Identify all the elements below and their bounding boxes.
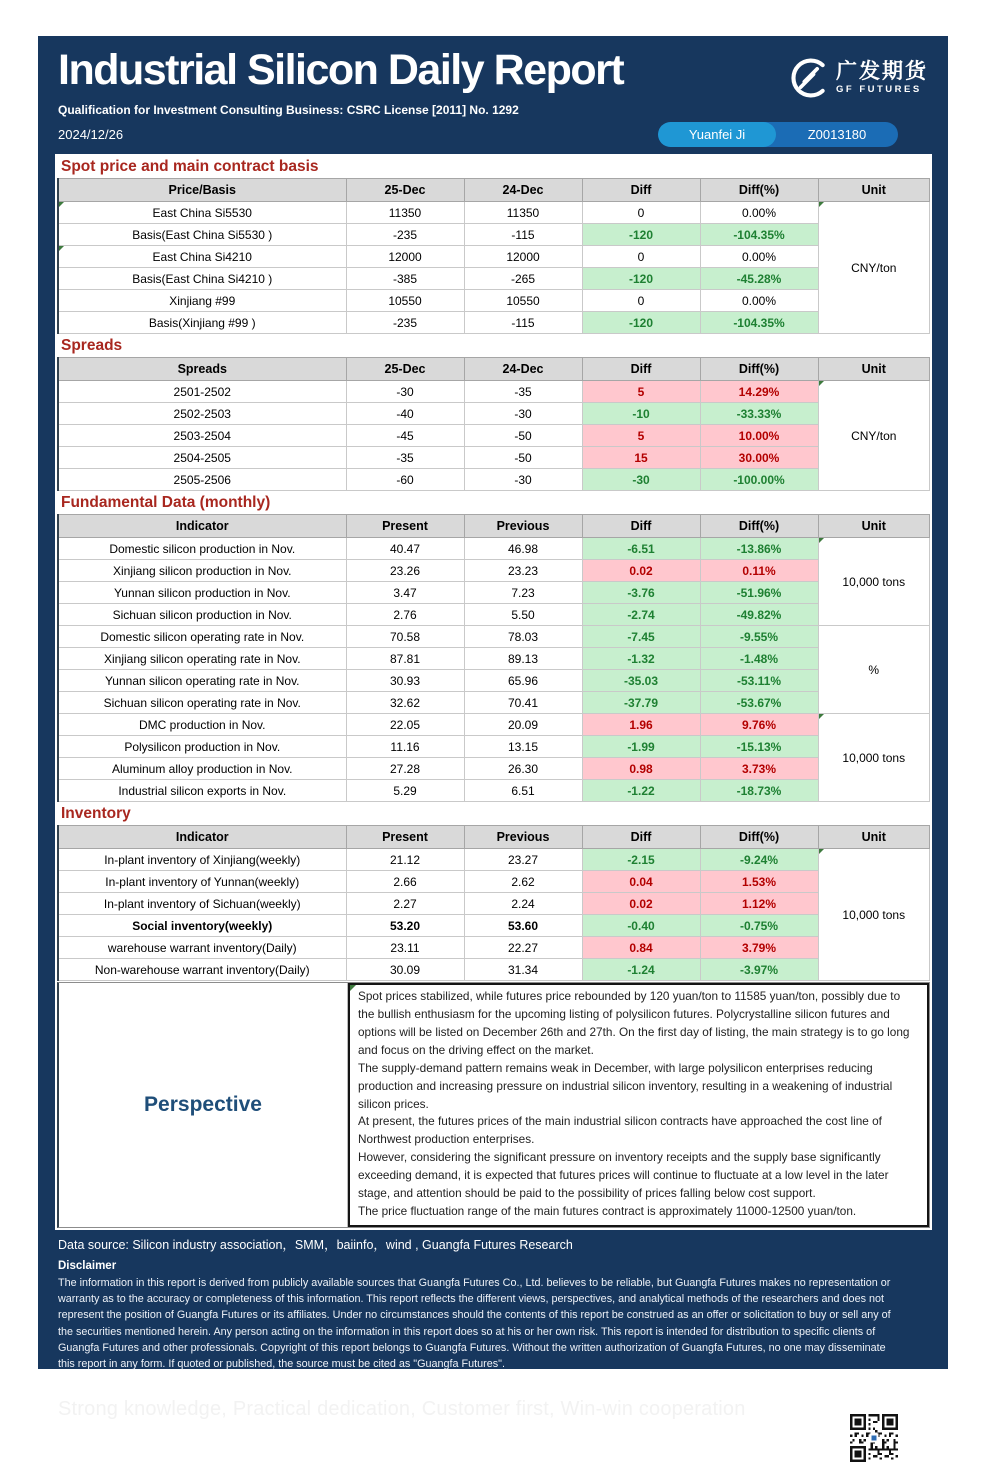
current-value-cell: -235 — [346, 312, 464, 334]
diff-percent-cell: -15.13% — [700, 736, 818, 758]
diff-percent-cell: -45.28% — [700, 268, 818, 290]
column-header: Indicator — [58, 826, 346, 849]
row-label-cell: Xinjiang silicon production in Nov. — [58, 560, 346, 582]
diff-percent-cell: 0.00% — [700, 202, 818, 224]
current-value-cell: -45 — [346, 425, 464, 447]
table-row — [58, 202, 930, 224]
current-value-cell: 12000 — [346, 246, 464, 268]
diff-percent-cell: -33.33% — [700, 403, 818, 425]
previous-value-cell: 65.96 — [464, 670, 582, 692]
row-label-cell: Domestic silicon production in Nov. — [58, 538, 346, 560]
analyst-license-id: Z0013180 — [807, 127, 867, 142]
diff-percent-cell: -18.73% — [700, 780, 818, 802]
cell-flag-icon — [819, 538, 824, 543]
column-header: Unit — [818, 358, 930, 381]
diff-cell: -120 — [582, 268, 700, 290]
table-row — [58, 246, 930, 268]
diff-cell: 0 — [582, 246, 700, 268]
column-header: 24-Dec — [464, 179, 582, 202]
diff-cell: -6.51 — [582, 538, 700, 560]
page-title: Industrial Silicon Daily Report — [58, 46, 624, 94]
previous-value-cell: -30 — [464, 469, 582, 491]
previous-value-cell: -35 — [464, 381, 582, 403]
qr-caption: Follow official WeChat — [832, 1469, 923, 1479]
current-value-cell: 3.47 — [346, 582, 464, 604]
current-value-cell: 2.66 — [346, 871, 464, 893]
column-header: Present — [346, 826, 464, 849]
cell-flag-icon — [350, 985, 356, 991]
row-label-cell: Yunnan silicon production in Nov. — [58, 582, 346, 604]
table-row — [58, 893, 930, 915]
current-value-cell: -30 — [346, 381, 464, 403]
column-header: Diff — [582, 179, 700, 202]
current-value-cell: 32.62 — [346, 692, 464, 714]
previous-value-cell: 6.51 — [464, 780, 582, 802]
diff-cell: 0.98 — [582, 758, 700, 780]
diff-percent-cell: -104.35% — [700, 312, 818, 334]
row-label-cell: Social inventory(weekly) — [58, 915, 346, 937]
perspective-paragraph: At present, the futures prices of the main industrial silicon contracts have approached the cost line of Northwest production enterprises. — [358, 1114, 882, 1147]
unit-cell: 10,000 tons — [818, 714, 930, 802]
table-row — [58, 714, 930, 736]
fundamental-table — [57, 514, 930, 802]
current-value-cell: -35 — [346, 447, 464, 469]
column-header: Price/Basis — [58, 179, 346, 202]
diff-cell: -120 — [582, 312, 700, 334]
spreads-table — [57, 357, 930, 491]
previous-value-cell: 20.09 — [464, 714, 582, 736]
previous-value-cell: -50 — [464, 447, 582, 469]
cell-flag-icon — [819, 202, 824, 207]
current-value-cell: 40.47 — [346, 538, 464, 560]
diff-percent-cell: -9.55% — [700, 626, 818, 648]
table-row — [58, 224, 930, 246]
row-label-cell: Sichuan silicon production in Nov. — [58, 604, 346, 626]
current-value-cell: 70.58 — [346, 626, 464, 648]
cell-flag-icon — [819, 714, 824, 719]
unit-cell: 10,000 tons — [818, 538, 930, 626]
report-sheet — [55, 154, 932, 1230]
diff-cell: 0.04 — [582, 871, 700, 893]
row-label-cell: Xinjiang silicon operating rate in Nov. — [58, 648, 346, 670]
current-value-cell: 21.12 — [346, 849, 464, 871]
diff-percent-cell: -1.48% — [700, 648, 818, 670]
previous-value-cell: 5.50 — [464, 604, 582, 626]
table-row — [58, 849, 930, 871]
current-value-cell: 30.93 — [346, 670, 464, 692]
diff-percent-cell: 1.53% — [700, 871, 818, 893]
report-panel — [38, 36, 948, 1479]
perspective-paragraph: The supply-demand pattern remains weak in December, with large polysilicon enterprises reducing production and increasing pressure on industrial silicon inventory, resulting in a weakening of industrial silicon prices. — [358, 1060, 893, 1111]
previous-value-cell: 12000 — [464, 246, 582, 268]
diff-cell: 5 — [582, 381, 700, 403]
row-label-cell: 2504-2505 — [58, 447, 346, 469]
column-header: Diff — [582, 826, 700, 849]
unit-cell: CNY/ton — [818, 381, 930, 491]
diff-percent-cell: -53.11% — [700, 670, 818, 692]
column-header: 24-Dec — [464, 358, 582, 381]
disclaimer-title: Disclaimer — [58, 1259, 117, 1272]
previous-value-cell: 26.30 — [464, 758, 582, 780]
diff-percent-cell: 0.00% — [700, 290, 818, 312]
perspective-paragraph: However, considering the significant pressure on inventory receipts and the supply base significantly exceeding demand, it is expected that futures prices will continue to fluctuate at a low level in the later stage, and attention should be paid to the possibility of prices falling below cost support. — [358, 1150, 889, 1201]
previous-value-cell: 13.15 — [464, 736, 582, 758]
report-tables — [57, 155, 930, 981]
row-label-cell: 2501-2502 — [58, 381, 346, 403]
qualification-line: Qualification for Investment Consulting Business: CSRC License [2011] No. 1292 — [58, 103, 519, 117]
diff-percent-cell: -9.24% — [700, 849, 818, 871]
section-title-inventory: Inventory — [61, 805, 131, 822]
row-label-cell: Industrial silicon exports in Nov. — [58, 780, 346, 802]
table-row — [58, 538, 930, 560]
analyst-badge — [658, 122, 898, 147]
diff-cell: -30 — [582, 469, 700, 491]
diff-cell: 0 — [582, 290, 700, 312]
row-label-cell: In-plant inventory of Xinjiang(weekly) — [58, 849, 346, 871]
diff-cell: -37.79 — [582, 692, 700, 714]
current-value-cell: 27.28 — [346, 758, 464, 780]
previous-value-cell: 10550 — [464, 290, 582, 312]
section-title-fundamental: Fundamental Data (monthly) — [61, 494, 271, 511]
disclaimer-text: The information in this report is derived from publicly available sources that Guangfa Futures Co., Ltd. believes to be reliable, but Guangfa Futures makes no representation or warranty as to the accuracy or completeness of this information. This report reflects the different views, perspectives, and analytical methods of the researchers and does not represent the position of Guangfa Futures or its affiliates. Under no circumstances should the contents of this report be construed as an offer or solicitation to buy or sell any of the securities mentioned herein. Any person acting on the information in this report does so at his or her own risk. This report is intended for distribution to specific clients of Guangfa Futures and other professionals. Copyright of this report belongs to Guangfa Futures. Without the written authorization of Guangfa Futures, no one may disseminate this report in any form. If quoted or published, the source must be cited as "Guangfa Futures". — [58, 1276, 891, 1370]
table-row — [58, 312, 930, 334]
previous-value-cell: -115 — [464, 224, 582, 246]
cell-flag-icon — [819, 849, 824, 854]
diff-percent-cell: 10.00% — [700, 425, 818, 447]
diff-cell: 0.02 — [582, 893, 700, 915]
row-label-cell: Basis(East China Si5530 ) — [58, 224, 346, 246]
current-value-cell: 87.81 — [346, 648, 464, 670]
diff-cell: -1.24 — [582, 959, 700, 981]
logo-english-text: GF FUTURES — [836, 83, 922, 95]
cell-flag-icon — [819, 381, 824, 386]
row-label-cell: Yunnan silicon operating rate in Nov. — [58, 670, 346, 692]
cell-flag-icon — [59, 246, 64, 251]
column-header: 25-Dec — [346, 179, 464, 202]
column-header: Diff(%) — [700, 826, 818, 849]
inventory-table — [57, 825, 930, 981]
current-value-cell: 2.76 — [346, 604, 464, 626]
data-source-line: Data source: Silicon industry association，SMM，baiinfo，wind , Guangfa Futures Research — [58, 1237, 573, 1252]
perspective-paragraph: The price fluctuation range of the main futures contract is approximately 11000-12500 yuan/ton. — [358, 1204, 857, 1219]
previous-value-cell: 70.41 — [464, 692, 582, 714]
analyst-name: Yuanfei Ji — [658, 122, 776, 147]
table-row — [58, 469, 930, 491]
table-row — [58, 604, 930, 626]
report-header — [38, 46, 948, 147]
diff-cell: -0.40 — [582, 915, 700, 937]
column-header: Diff(%) — [700, 179, 818, 202]
unit-cell: CNY/ton — [818, 202, 930, 334]
current-value-cell: 22.05 — [346, 714, 464, 736]
current-value-cell: -235 — [346, 224, 464, 246]
column-header: Unit — [818, 515, 930, 538]
diff-cell: 0 — [582, 202, 700, 224]
diff-percent-cell: -104.35% — [700, 224, 818, 246]
table-row — [58, 736, 930, 758]
diff-cell: -3.76 — [582, 582, 700, 604]
diff-cell: -1.32 — [582, 648, 700, 670]
table-row — [58, 268, 930, 290]
previous-value-cell: 31.34 — [464, 959, 582, 981]
diff-percent-cell: 30.00% — [700, 447, 818, 469]
report-date: 2024/12/26 — [58, 127, 124, 142]
table-row — [58, 692, 930, 714]
company-slogan: Strong knowledge, Practical dedication, Customer first, Win-win cooperation — [58, 1398, 746, 1421]
current-value-cell: 53.20 — [346, 915, 464, 937]
unit-cell: 10,000 tons — [818, 849, 930, 981]
diff-percent-cell: -49.82% — [700, 604, 818, 626]
row-label-cell: Basis(East China Si4210 ) — [58, 268, 346, 290]
diff-percent-cell: -13.86% — [700, 538, 818, 560]
diff-cell: -1.99 — [582, 736, 700, 758]
row-label-cell: Sichuan silicon operating rate in Nov. — [58, 692, 346, 714]
diff-cell: 0.84 — [582, 937, 700, 959]
row-label-cell: East China Si5530 — [58, 202, 346, 224]
current-value-cell: 10550 — [346, 290, 464, 312]
diff-percent-cell: 0.00% — [700, 246, 818, 268]
row-label-cell: Xinjiang #99 — [58, 290, 346, 312]
perspective-paragraph: Spot prices stabilized, while futures price rebounded by 120 yuan/ton to 11585 yuan/ton, possibly due to the bullish enthusiasm for the upcoming listing of polysilicon futures. Polycrystalline silicon futures and options will be listed on December 26th and 27th. On the first day of listing, the main strategy is to go long and focus on the driving effect on the market. — [358, 989, 910, 1057]
diff-cell: -1.22 — [582, 780, 700, 802]
current-value-cell: -60 — [346, 469, 464, 491]
diff-percent-cell: -51.96% — [700, 582, 818, 604]
wechat-qr-block — [832, 1411, 923, 1479]
current-value-cell: 2.27 — [346, 893, 464, 915]
previous-value-cell: 2.24 — [464, 893, 582, 915]
table-row — [58, 780, 930, 802]
diff-percent-cell: 1.12% — [700, 893, 818, 915]
table-row — [58, 403, 930, 425]
column-header: Indicator — [58, 515, 346, 538]
column-header: Diff — [582, 358, 700, 381]
column-header: Unit — [818, 826, 930, 849]
row-label-cell: 2502-2503 — [58, 403, 346, 425]
diff-percent-cell: 9.76% — [700, 714, 818, 736]
row-label-cell: Basis(Xinjiang #99 ) — [58, 312, 346, 334]
diff-percent-cell: -100.00% — [700, 469, 818, 491]
previous-value-cell: 11350 — [464, 202, 582, 224]
diff-cell: 15 — [582, 447, 700, 469]
table-row — [58, 758, 930, 780]
previous-value-cell: -115 — [464, 312, 582, 334]
current-value-cell: -385 — [346, 268, 464, 290]
column-header: Previous — [464, 826, 582, 849]
column-header: 25-Dec — [346, 358, 464, 381]
report-footer-area — [38, 1235, 948, 1479]
diff-cell: -35.03 — [582, 670, 700, 692]
table-row — [58, 670, 930, 692]
diff-cell: -120 — [582, 224, 700, 246]
current-value-cell: 23.26 — [346, 560, 464, 582]
current-value-cell: 30.09 — [346, 959, 464, 981]
unit-cell: % — [818, 626, 930, 714]
previous-value-cell: 78.03 — [464, 626, 582, 648]
previous-value-cell: 46.98 — [464, 538, 582, 560]
column-header: Present — [346, 515, 464, 538]
spot-table — [57, 178, 930, 334]
perspective-label: Perspective — [59, 983, 348, 1227]
diff-percent-cell: 14.29% — [700, 381, 818, 403]
column-header: Unit — [818, 179, 930, 202]
table-row — [58, 626, 930, 648]
diff-cell: -7.45 — [582, 626, 700, 648]
diff-percent-cell: 3.79% — [700, 937, 818, 959]
table-row — [58, 381, 930, 403]
gf-futures-logo — [786, 56, 928, 100]
previous-value-cell: 89.13 — [464, 648, 582, 670]
diff-percent-cell: 0.11% — [700, 560, 818, 582]
current-value-cell: 5.29 — [346, 780, 464, 802]
table-row — [58, 648, 930, 670]
previous-value-cell: 23.27 — [464, 849, 582, 871]
row-label-cell: 2503-2504 — [58, 425, 346, 447]
table-row — [58, 425, 930, 447]
diff-cell: 1.96 — [582, 714, 700, 736]
diff-percent-cell: -3.97% — [700, 959, 818, 981]
diff-cell: 5 — [582, 425, 700, 447]
current-value-cell: 23.11 — [346, 937, 464, 959]
row-label-cell: Polysilicon production in Nov. — [58, 736, 346, 758]
perspective-text — [348, 983, 929, 1227]
previous-value-cell: 23.23 — [464, 560, 582, 582]
previous-value-cell: 53.60 — [464, 915, 582, 937]
row-label-cell: Aluminum alloy production in Nov. — [58, 758, 346, 780]
current-value-cell: -40 — [346, 403, 464, 425]
previous-value-cell: -265 — [464, 268, 582, 290]
row-label-cell: warehouse warrant inventory(Daily) — [58, 937, 346, 959]
row-label-cell: DMC production in Nov. — [58, 714, 346, 736]
section-title-spreads: Spreads — [61, 337, 123, 354]
section-title-spot: Spot price and main contract basis — [61, 158, 319, 175]
column-header: Spreads — [58, 358, 346, 381]
previous-value-cell: -30 — [464, 403, 582, 425]
diff-percent-cell: 3.73% — [700, 758, 818, 780]
row-label-cell: Domestic silicon operating rate in Nov. — [58, 626, 346, 648]
diff-percent-cell: -53.67% — [700, 692, 818, 714]
column-header: Previous — [464, 515, 582, 538]
previous-value-cell: 22.27 — [464, 937, 582, 959]
table-row — [58, 959, 930, 981]
logo-chinese-text: 广发期货 — [836, 60, 928, 84]
table-row — [58, 582, 930, 604]
row-label-cell: 2505-2506 — [58, 469, 346, 491]
diff-percent-cell: -0.75% — [700, 915, 818, 937]
perspective-section — [57, 982, 930, 1228]
row-label-cell: In-plant inventory of Sichuan(weekly) — [58, 893, 346, 915]
diff-cell: 0.02 — [582, 560, 700, 582]
diff-cell: -10 — [582, 403, 700, 425]
qr-code-icon — [847, 1411, 901, 1465]
row-label-cell: Non-warehouse warrant inventory(Daily) — [58, 959, 346, 981]
column-header: Diff(%) — [700, 358, 818, 381]
previous-value-cell: 7.23 — [464, 582, 582, 604]
table-row — [58, 290, 930, 312]
diff-cell: -2.74 — [582, 604, 700, 626]
diff-cell: -2.15 — [582, 849, 700, 871]
table-row — [58, 447, 930, 469]
column-header: Diff — [582, 515, 700, 538]
table-row — [58, 560, 930, 582]
cell-flag-icon — [59, 202, 64, 207]
table-row — [58, 937, 930, 959]
gf-logo-icon — [786, 56, 830, 100]
row-label-cell: In-plant inventory of Yunnan(weekly) — [58, 871, 346, 893]
current-value-cell: 11350 — [346, 202, 464, 224]
table-row — [58, 871, 930, 893]
previous-value-cell: -50 — [464, 425, 582, 447]
row-label-cell: East China Si4210 — [58, 246, 346, 268]
table-row — [58, 915, 930, 937]
previous-value-cell: 2.62 — [464, 871, 582, 893]
current-value-cell: 11.16 — [346, 736, 464, 758]
column-header: Diff(%) — [700, 515, 818, 538]
